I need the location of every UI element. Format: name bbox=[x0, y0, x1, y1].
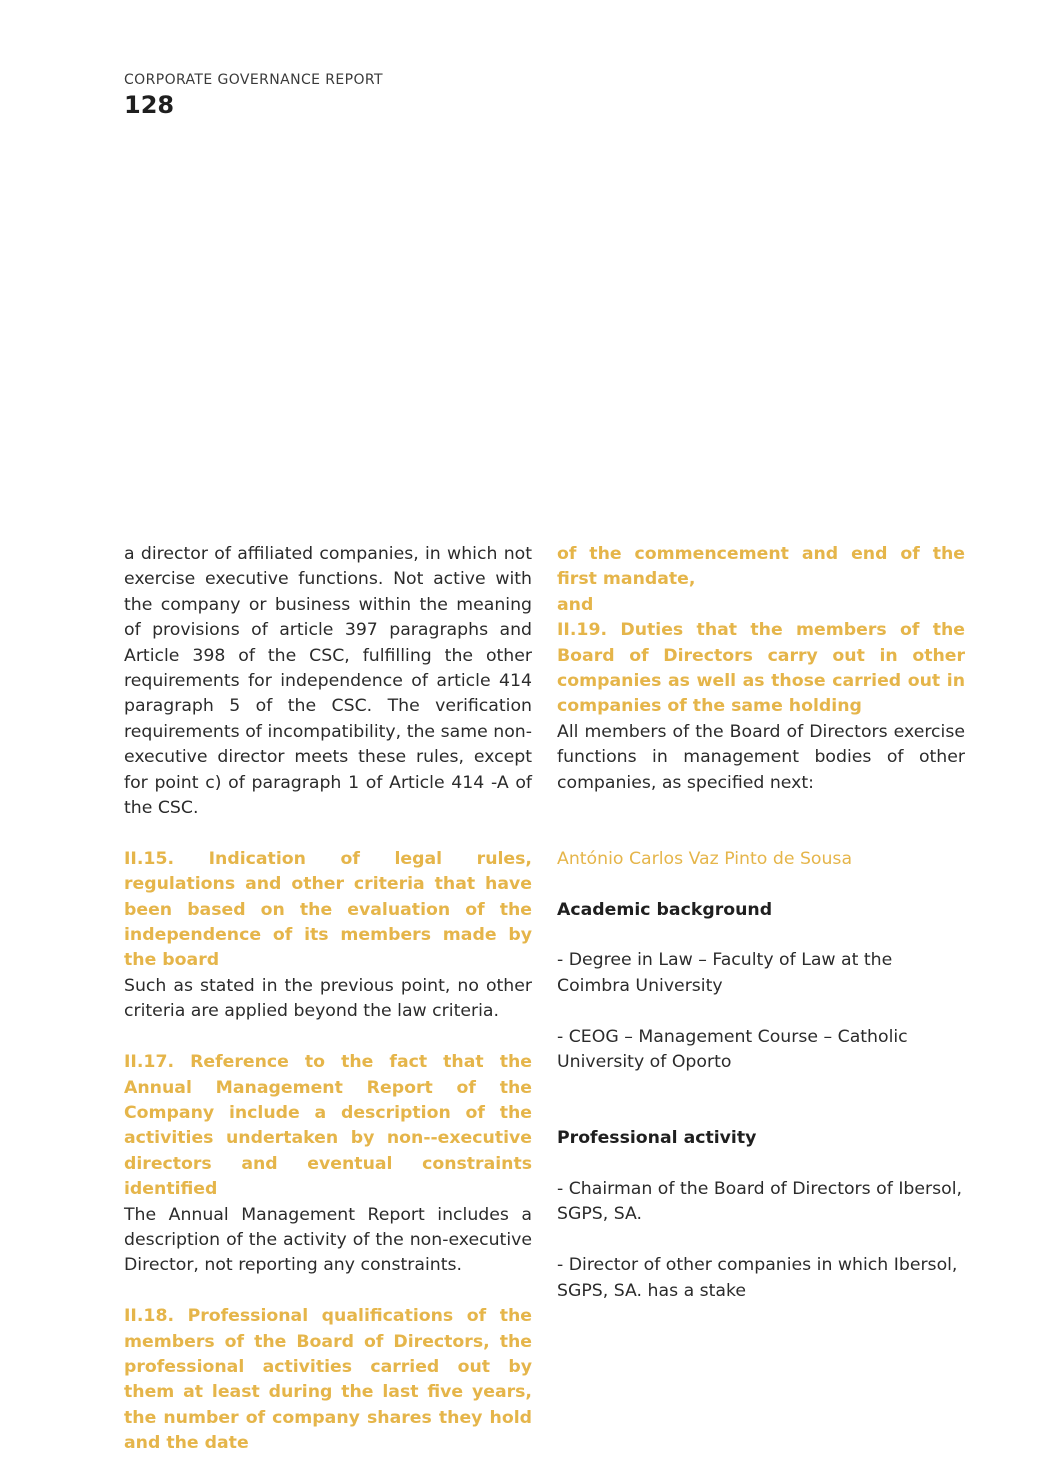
section-body-ii15: Such as stated in the previous point, no other criteria are applied beyond the law criteria. bbox=[124, 975, 532, 1022]
professional-item: - Chairman of the Board of Directors of Ibersol, SGPS, SA. bbox=[557, 1179, 962, 1225]
section-heading-ii17: II.17. Reference to the fact that the Annual Management Report of the Company include a description of the activities undertaken by non--executive directors and eventual constraints identified bbox=[124, 1052, 532, 1200]
independence-paragraph: a director of affiliated companies, in which not exercise executive functions. Not active with the company or business within the meaning of provisions of article 397 paragraphs and Article 398 of the CSC, fulfilling the other requirements for independence of article 414 paragraph 5 of the CSC. The verification requirements of incompatibility, the same non-executive director meets these rules, except for point c) of paragraph 1 of Article 414 -A of the CSC. bbox=[124, 544, 532, 819]
section-heading-ii18: II.18. Professional qualifications of the members of the Board of Directors, the professional activities carried out by them at least during the last five years, the number of company shares they hold and the date bbox=[124, 1306, 532, 1454]
section-body-ii17: The Annual Management Report includes a description of the activity of the non-executive Director, not reporting any constraints. bbox=[124, 1204, 532, 1276]
academic-item: - CEOG – Management Course – Catholic University of Oporto bbox=[557, 1026, 908, 1073]
section-heading-ii19: II.19. Duties that the members of the Board of Directors carry out in other companies as well as those carried out in companies of the same holding bbox=[557, 620, 965, 717]
section-heading-ii15: II.15. Indication of legal rules, regulations and other criteria that have been based on the evaluation of the independence of its members made by the board bbox=[124, 848, 532, 971]
section-body-ii19: All members of the Board of Directors exercise functions in management bodies of other companies, as specified next: bbox=[557, 721, 965, 793]
academic-item: - Degree in Law – Faculty of Law at the Coimbra University bbox=[557, 950, 893, 996]
director-name: António Carlos Vaz Pinto de Sousa bbox=[557, 848, 853, 869]
page-number: 128 bbox=[124, 91, 175, 119]
section-heading-ii18-continued: of the commencement and end of the first mandate, bbox=[557, 544, 965, 590]
professional-activity-heading: Professional activity bbox=[557, 1128, 757, 1149]
page-header bbox=[124, 71, 383, 120]
professional-item: - Director of other companies in which Ibersol, SGPS, SA. has a stake bbox=[557, 1255, 958, 1301]
left-column bbox=[124, 542, 532, 1457]
academic-background-heading: Academic background bbox=[557, 899, 773, 920]
right-column bbox=[557, 542, 965, 1304]
section-heading-and: and bbox=[557, 594, 594, 615]
report-title: CORPORATE GOVERNANCE REPORT bbox=[124, 72, 383, 88]
